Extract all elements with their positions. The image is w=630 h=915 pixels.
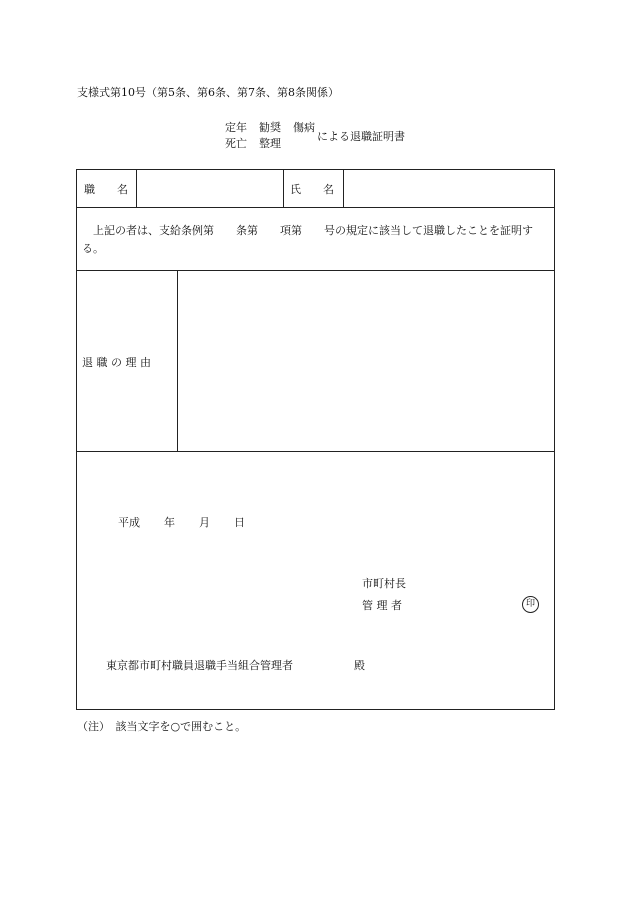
column-divider [136, 169, 137, 207]
row-divider [76, 270, 555, 271]
title-options-row-1 [225, 120, 327, 136]
date-line [118, 514, 245, 530]
footnote: （注） 該当文字を○で囲むこと。 [77, 720, 247, 733]
certification-text: 上記の者は、支給条例第 条第 項第 号の規定に該当して退職したことを証明する。 [82, 224, 533, 255]
addressee: 東京都市町村職員退職手当組合管理者 [106, 659, 293, 672]
option-shobyo: 傷病 [293, 121, 315, 134]
column-divider [177, 270, 178, 451]
title-options-row-2 [225, 136, 327, 152]
reason-label: 退 職 の 理 由 [82, 356, 151, 369]
date-month: 月 [199, 516, 210, 529]
honorific: 殿 [354, 659, 365, 672]
reason-value-cell[interactable] [180, 273, 552, 448]
date-year: 年 [164, 516, 175, 529]
option-teinen: 定年 [225, 121, 247, 134]
position-label: 職 名 [84, 183, 128, 196]
document-title: による退職証明書 [317, 130, 405, 143]
column-divider [343, 169, 344, 207]
name-value-cell[interactable] [345, 172, 552, 205]
seal-mark: 印 [522, 596, 539, 613]
municipality-title: 市町村長 [362, 577, 406, 590]
name-label: 氏 名 [290, 183, 334, 196]
title-options [225, 120, 327, 152]
column-divider [283, 169, 284, 207]
option-seiri: 整理 [259, 137, 281, 150]
position-value-cell[interactable] [138, 172, 281, 205]
manager-label: 管 理 者 [362, 599, 402, 612]
form-number: 支様式第10号（第5条、第6条、第7条、第8条関係） [77, 86, 339, 99]
option-kansho: 勧奨 [259, 121, 281, 134]
row-divider [76, 451, 555, 452]
era-heisei: 平成 [118, 516, 140, 529]
option-shibo: 死亡 [225, 137, 247, 150]
row-divider [76, 207, 555, 208]
date-day: 日 [234, 516, 245, 529]
